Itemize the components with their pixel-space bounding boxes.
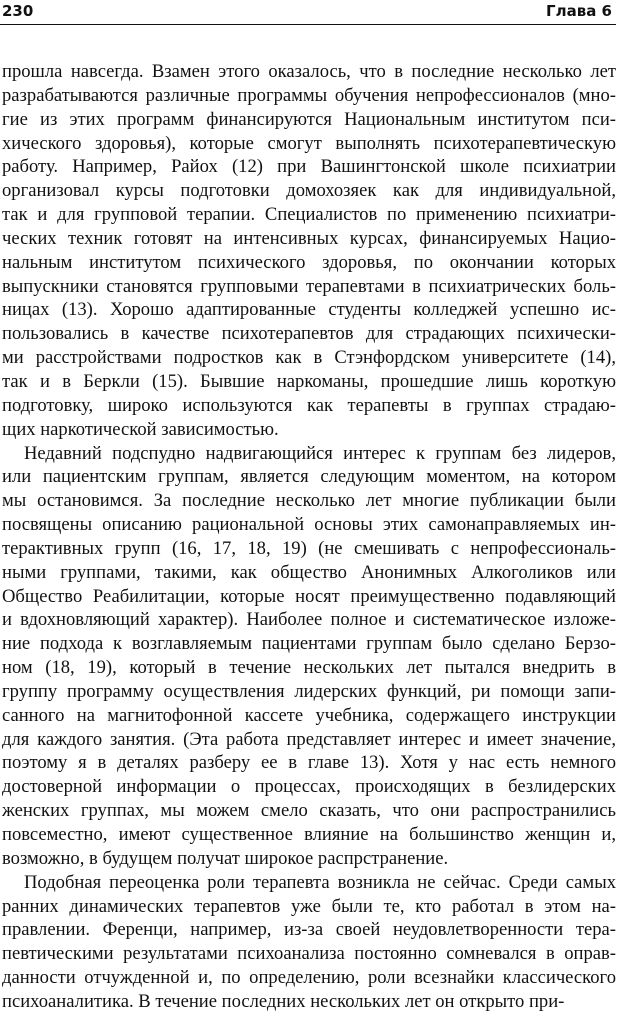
text-line: данности отчужденной и, по определению, роли всезнайки классического (2, 967, 616, 989)
text-line: ние подхода к возглавляемым пациентами группам было сделано Берзо- (2, 633, 616, 655)
text-line: психоаналитика. В течение последних нескольких лет он открыто при- (2, 990, 565, 1012)
text-line: санного на магнитофонной кассете учебника, содержащего инструкции (2, 704, 616, 726)
text-line: посвящены описанию рациональной основы этих самонаправляемых ин- (2, 514, 616, 536)
text-line: пользовались в качестве психотерапевтов для страдающих психически- (2, 323, 616, 345)
text-line: ми расстройствами подростков как в Стэнфордском университете (14), (2, 347, 616, 369)
page-number: 230 (2, 2, 34, 20)
text-line: подготовку, широко используются как терапевты в группах страдаю- (2, 394, 616, 416)
paragraph (2, 871, 616, 1014)
text-line: женских группах, мы можем смело сказать, что они распространились (2, 800, 616, 822)
text-line: Недавний подспудно надвигающийся интерес к группам без лидеров, (24, 442, 616, 464)
text-line: мы остановимся. За последние несколько лет многие публикации были (2, 490, 616, 512)
text-line: правлении. Ференци, например, из-за своей неудовлетворенности тера- (2, 919, 616, 941)
text-line: терактивных групп (16, 17, 18, 19) (не смешивать с непрофессиональ- (2, 537, 616, 559)
text-line: хического здоровья), которые смогут выполнять психотерапевтическую (2, 132, 616, 154)
text-line: ранних динамических терапевтов уже были те, кто работал в этом на- (2, 895, 616, 917)
text-line: ницах (13). Хорошо адаптированные студенты колледжей успешно ис- (2, 299, 616, 321)
text-line: выпускники становятся групповыми терапевтами в психиатрических боль- (2, 275, 616, 297)
text-line: Подобная переоценка роли терапевта возникла не сейчас. Среди самых (24, 871, 616, 893)
paragraph (2, 60, 616, 442)
text-line: группу программу осуществления лидерских функций, ри помощи запи- (2, 680, 616, 702)
paragraph (2, 442, 616, 871)
text-line: разрабатываются различные программы обучения непрофессионалов (мно- (2, 84, 616, 106)
text-line: или пациентским группам, является следующим моментом, на котором (2, 466, 616, 488)
text-line: щих наркотической зависимостью. (2, 418, 279, 440)
text-line: и вдохновляющий характер). Наиболее полное и систематическое изложе- (2, 609, 616, 631)
text-line: работу. Например, Райох (12) при Вашингтонской школе психиатрии (2, 156, 616, 178)
text-line: организовал курсы подготовки домохозяек как для индивидуальной, (2, 180, 616, 202)
text-line: певтическими результатами психоанализа постоянно сомневался в оправ- (2, 943, 616, 965)
text-line: повсеместно, имеют существенное влияние на большинство женщин и, (2, 824, 616, 845)
text-line: ном (18, 19), который в течение нескольких лет пытался внедрить в (2, 657, 616, 679)
text-line: так и в Беркли (15). Бывшие наркоманы, прошедшие лишь короткую (2, 370, 616, 392)
text-line: гие из этих программ финансируются Национальным институтом пси- (2, 108, 616, 130)
text-line: Общество Реабилитации, которые носят преимущественно подавляющий (2, 585, 616, 607)
text-line: для каждого занятия. (Эта работа представляет интерес и имеет значение, (2, 728, 616, 750)
chapter-label: Глава 6 (546, 2, 612, 20)
body-text (2, 60, 616, 1014)
text-line: так и для групповой терапии. Специалистов по применению психиатри- (2, 204, 616, 226)
running-header (2, 0, 616, 24)
text-line: поэтому я в деталях разберу ее в главе 13). Хотя у нас есть немного (2, 752, 616, 774)
text-line: прошла навсегда. Взамен этого оказалось, что в последние несколько лет (2, 61, 616, 82)
text-line: возможно, в будущем получат широкое распрстранение. (2, 847, 449, 869)
text-line: нальным институтом психического здоровья, по окончании которых (2, 251, 616, 273)
text-line: ческих техник готовят на интенсивных курсах, финансируемых Нацио- (2, 227, 616, 249)
header-rule (0, 24, 616, 25)
text-line: достоверной информации о процессах, происходящих в безлидерских (2, 776, 616, 798)
text-line: ными группами, такими, как общество Анонимных Алкоголиков или (2, 561, 616, 583)
